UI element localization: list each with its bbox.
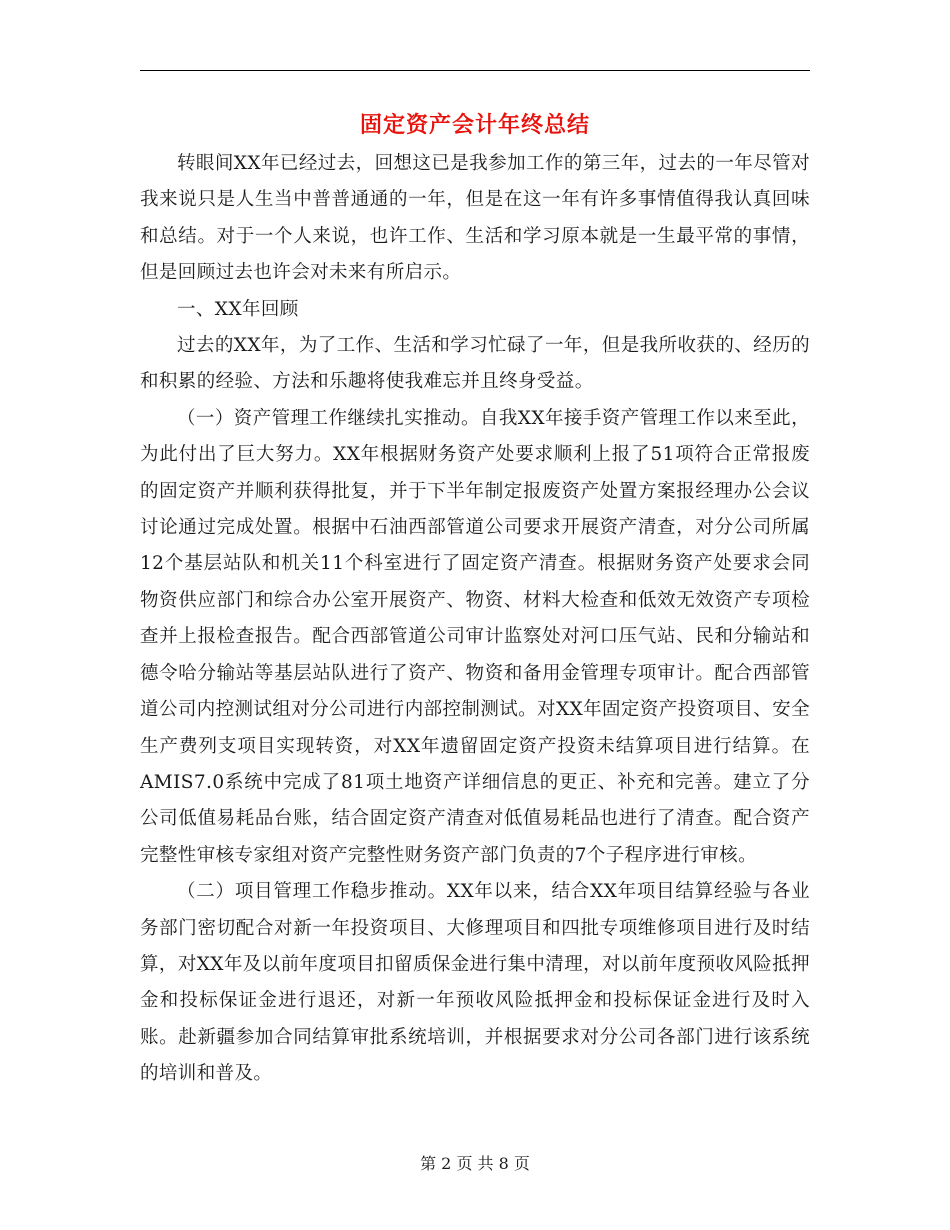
document-title: 固定资产会计年终总结 [359, 112, 590, 138]
document-body [140, 146, 810, 1093]
section-heading-review: 一、XX年回顾 [177, 298, 299, 320]
page-number-footer: 第 2 页 共 8 页 [420, 1154, 530, 1173]
header-rule [140, 70, 810, 71]
paragraph-asset-management: （一）资产管理工作继续扎实推动。自我XX年接手资产管理工作以来至此，为此付出了巨大努力。XX年根据财务资产处要求顺利上报了51项符合正常报废的固定资产并顺利获得批复，并于下半年制定报废资产处置方案报经理办公会议讨论通过完成处置。根据中石油西部管道公司要求开展资产清查，对分公司所属12个基层站队和机关11个科室进行了固定资产清查。根据财务资产处要求会同物资供应部门和综合办公室开展资产、物资、材料大检查和低效无效资产专项检查并上报检查报告。配合西部管道公司审计监察处对河口压气站、民和分输站和德令哈分输站等基层站队进行了资产、物资和备用金管理专项审计。配合西部管道公司内控测试组对分公司进行内部控制测试。对XX年固定资产投资项目、安全生产费列支项目实现转资，对XX年遗留固定资产投资未结算项目进行结算。在AMIS7.0系统中完成了81项土地资产详细信息的更正、补充和完善。建立了分公司低值易耗品台账，结合固定资产清查对低值易耗品也进行了清查。配合资产完整性审核专家组对资产完整性财务资产部门负责的7个子程序进行审核。 [140, 407, 810, 866]
paragraph-review-summary: 过去的XX年，为了工作、生活和学习忙碌了一年，但是我所收获的、经历的和积累的经验、方法和乐趣将使我难忘并且终身受益。 [140, 335, 810, 393]
paragraph-project-management: （二）项目管理工作稳步推动。XX年以来，结合XX年项目结算经验与各业务部门密切配合对新一年投资项目、大修理项目和四批专项维修项目进行及时结算，对XX年及以前年度项目扣留质保金进行集中清理，对以前年度预收风险抵押金和投标保证金进行退还，对新一年预收风险抵押金和投标保证金进行及时入账。赴新疆参加合同结算审批系统培训，并根据要求对分公司各部门进行该系统的培训和普及。 [140, 881, 810, 1085]
paragraph-intro: 转眼间XX年已经过去，回想这已是我参加工作的第三年，过去的一年尽管对我来说只是人生当中普普通通的一年，但是在这一年有许多事情值得我认真回味和总结。对于一个人来说，也许工作、生活和学习原本就是一生最平常的事情，但是回顾过去也许会对未来有所启示。 [140, 153, 810, 284]
